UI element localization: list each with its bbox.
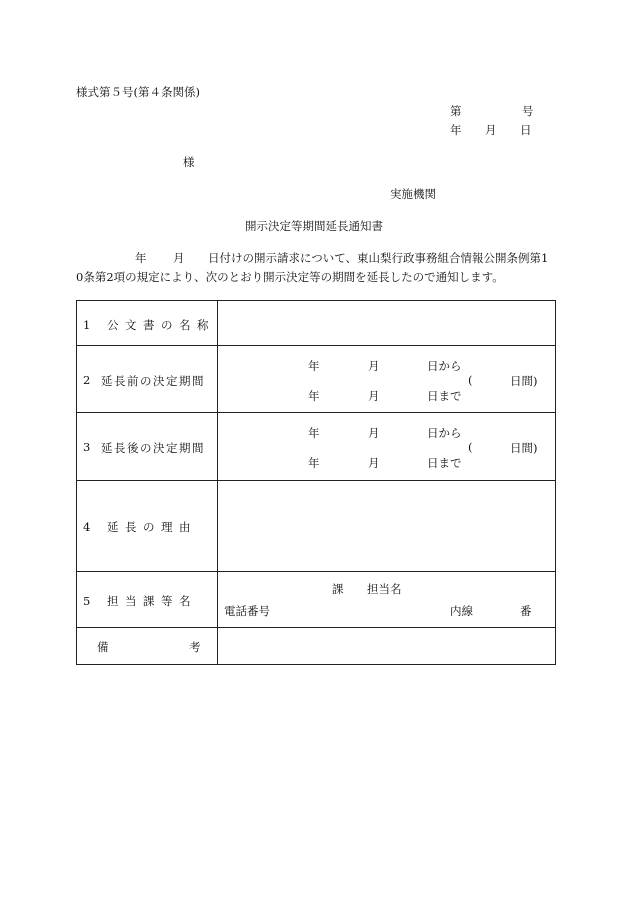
label-cell xyxy=(77,301,218,345)
table-row xyxy=(77,413,555,481)
issuer-label: 実施機関 xyxy=(390,187,436,201)
period-year: 年 xyxy=(308,456,320,470)
period-before-cell xyxy=(218,346,555,412)
department-cell xyxy=(218,572,555,627)
notice-table xyxy=(76,300,556,665)
period-month: 月 xyxy=(368,359,380,373)
remarks-label-b: 考 xyxy=(189,640,201,654)
document-name-cell xyxy=(218,301,555,345)
row1-label: 1 公文書の名称 xyxy=(83,318,215,332)
doc-number-suffix: 号 xyxy=(522,104,534,118)
table-row xyxy=(77,628,555,664)
label-cell xyxy=(77,346,218,412)
dept-ka: 課 xyxy=(332,582,344,596)
addressee-sama: 様 xyxy=(183,155,195,169)
date-day: 日 xyxy=(520,123,532,137)
period-month: 月 xyxy=(368,389,380,403)
dept-naisen: 内線 xyxy=(450,604,473,618)
date-year: 年 xyxy=(450,123,462,137)
remarks-label-a: 備 xyxy=(97,640,109,654)
row3-number: 3 xyxy=(83,440,91,454)
period-to: 日まで xyxy=(427,389,462,403)
body-line2: 0条第2項の規定により、次のとおり開示決定等の期間を延長したので通知します。 xyxy=(76,270,504,284)
dept-ban: 番 xyxy=(520,604,532,618)
body-month: 月 xyxy=(173,251,185,265)
period-after-cell xyxy=(218,413,555,480)
period-year: 年 xyxy=(308,426,320,440)
row5-label: 5 担当課等名 xyxy=(83,594,197,608)
date-month: 月 xyxy=(485,123,497,137)
row3-label: 延長後の決定期間 xyxy=(101,441,205,455)
table-row xyxy=(77,301,555,346)
days-close: 日間) xyxy=(510,374,538,388)
label-cell xyxy=(77,481,218,571)
days-close: 日間) xyxy=(510,441,538,455)
table-row xyxy=(77,346,555,413)
table-row xyxy=(77,572,555,628)
period-to: 日まで xyxy=(427,456,462,470)
period-from: 日から xyxy=(427,359,462,373)
document-title: 開示決定等期間延長通知書 xyxy=(245,219,383,233)
body-year: 年 xyxy=(135,251,147,265)
remarks-cell xyxy=(218,628,555,664)
paren-open: ( xyxy=(468,440,473,454)
body-line1: 日付けの開示請求について、東山梨行政事務組合情報公開条例第1 xyxy=(208,251,549,265)
row4-label: 4 延長の理由 xyxy=(83,520,197,534)
period-month: 月 xyxy=(368,456,380,470)
table-row xyxy=(77,481,555,572)
row2-label: 延長前の決定期間 xyxy=(101,374,205,388)
label-cell xyxy=(77,572,218,627)
dept-phone: 電話番号 xyxy=(224,604,270,618)
reason-cell xyxy=(218,481,555,571)
label-cell xyxy=(77,413,218,480)
label-cell xyxy=(77,628,218,664)
period-month: 月 xyxy=(368,426,380,440)
paren-open: ( xyxy=(468,373,473,387)
period-year: 年 xyxy=(308,389,320,403)
form-number: 様式第５号(第４条関係) xyxy=(76,85,200,99)
dept-tanto: 担当名 xyxy=(367,582,402,596)
period-from: 日から xyxy=(427,426,462,440)
row2-number: 2 xyxy=(83,373,91,387)
period-year: 年 xyxy=(308,359,320,373)
doc-number-prefix: 第 xyxy=(450,104,462,118)
